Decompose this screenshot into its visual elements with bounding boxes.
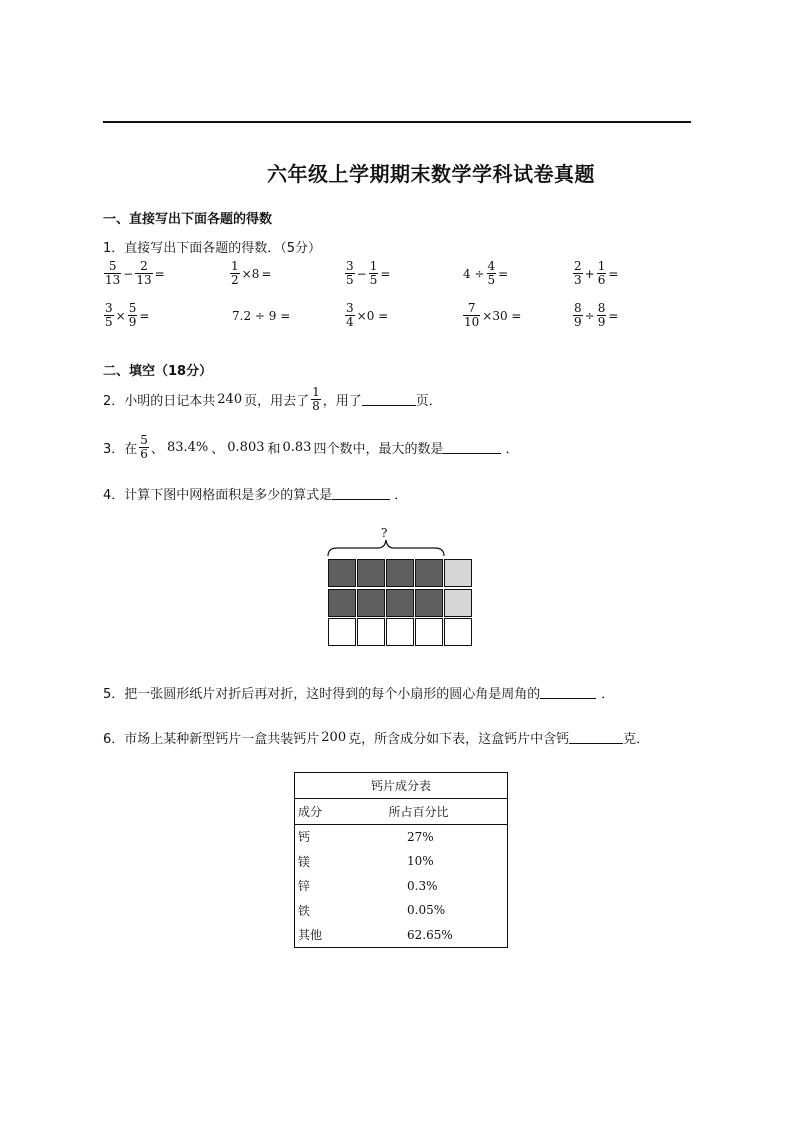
top-rule — [103, 121, 691, 123]
area-grid — [328, 559, 474, 647]
table-row: 铁 0.05% — [298, 903, 446, 918]
expr-1-3: $\frac{3}{5}$ − $\frac{1}{5}$ = — [346, 259, 391, 287]
table-row: 其他 62.65% — [298, 927, 453, 943]
expr-2-4: $\frac{7}{10}$ ×30 = — [464, 301, 522, 329]
fraction: $\frac{5}{9}$ — [128, 301, 137, 329]
fraction: $\frac{7}{10}$ — [464, 301, 480, 329]
table-row: 锌 0.3% — [298, 878, 438, 894]
grid-cell — [357, 559, 385, 587]
fraction: $\frac{4}{5}$ — [487, 259, 496, 287]
fraction: $\frac{2}{13}$ — [136, 259, 152, 287]
grid-cell — [386, 589, 414, 617]
grid-cell — [444, 618, 472, 646]
question-5: 5．把一张圆形纸片对折后再对折，这时得到的每个小扇形的圆心角是周角的 ． — [103, 687, 615, 702]
expr-2-1: $\frac{3}{5}$ × $\frac{5}{9}$ = — [105, 301, 150, 329]
answer-blank[interactable] — [332, 487, 390, 500]
question-2: 2．小明的日记本共 240 页，用去了 $\frac{1}{8}$ ，用了 页． — [103, 385, 442, 413]
section-1-heading: 一、直接写出下面各题的得数 — [103, 212, 273, 227]
answer-blank[interactable] — [540, 686, 596, 699]
fraction: $\frac{3}{4}$ — [346, 301, 354, 329]
brace-label: ? — [381, 526, 388, 540]
fraction: $\frac{1}{6}$ — [597, 259, 606, 287]
expr-1-4: 4 ÷ $\frac{4}{5}$ = — [463, 259, 509, 287]
composition-table — [294, 772, 508, 948]
answer-blank[interactable] — [569, 731, 623, 744]
question-1: 1．直接写出下面各题的得数．（5分） — [103, 241, 322, 256]
grid-cell — [328, 589, 356, 617]
expr-1-5: $\frac{2}{3}$ + $\frac{1}{6}$ = — [574, 259, 619, 287]
section-2-heading: 二、填空（18分） — [103, 364, 213, 379]
fraction: $\frac{5}{6}$ — [140, 433, 148, 461]
question-3: 3．在 $\frac{5}{6}$ 、 83.4% 、 0.803 和 0.83 四个数中，最大的数是 ． — [103, 433, 519, 461]
grid-cell — [415, 589, 443, 617]
question-6: 6．市场上某种新型钙片一盒共装钙片 200 克，所含成分如下表，这盒钙片中含钙 克． — [103, 730, 650, 747]
grid-cell — [386, 618, 414, 646]
fraction: $\frac{1}{8}$ — [312, 385, 320, 413]
grid-cell — [415, 618, 443, 646]
grid-cell — [328, 559, 356, 587]
fraction: $\frac{2}{3}$ — [574, 259, 582, 287]
fraction: $\frac{5}{13}$ — [105, 259, 121, 287]
answer-blank[interactable] — [362, 393, 416, 406]
expr-2-2: 7.2 ÷ 9 = — [232, 309, 291, 323]
grid-cell — [357, 589, 385, 617]
grid-cell — [328, 618, 356, 646]
question-4: 4．计算下图中网格面积是多少的算式是 ． — [103, 488, 408, 503]
fraction: $\frac{1}{5}$ — [369, 259, 378, 287]
fraction: $\frac{8}{9}$ — [597, 301, 606, 329]
table-header: 所占百分比 — [361, 799, 508, 825]
expr-2-3: $\frac{3}{4}$ ×0 = — [346, 301, 389, 329]
table-caption: 钙片成分表 — [295, 773, 508, 799]
fraction: $\frac{8}{9}$ — [574, 301, 582, 329]
table-header: 成分 — [295, 799, 362, 825]
fraction: $\frac{1}{2}$ — [231, 259, 239, 287]
grid-cell — [444, 589, 472, 617]
table-row: 钙 27% — [298, 829, 434, 845]
grid-cell — [386, 559, 414, 587]
page-title: 六年级上学期期末数学学科试卷真题 — [267, 162, 595, 186]
fraction: $\frac{3}{5}$ — [105, 301, 113, 329]
table-row: 镁 10% — [298, 854, 434, 869]
grid-cell — [444, 559, 472, 587]
grid-cell — [357, 618, 385, 646]
expr-1-1: $\frac{5}{13}$ − $\frac{2}{13}$ = — [105, 259, 165, 287]
grid-cell — [415, 559, 443, 587]
expr-2-5: $\frac{8}{9}$ ÷ $\frac{8}{9}$ = — [574, 301, 619, 329]
answer-blank[interactable] — [443, 441, 501, 454]
expr-1-2: $\frac{1}{2}$ ×8 = — [231, 259, 272, 287]
fraction: $\frac{3}{5}$ — [346, 259, 354, 287]
